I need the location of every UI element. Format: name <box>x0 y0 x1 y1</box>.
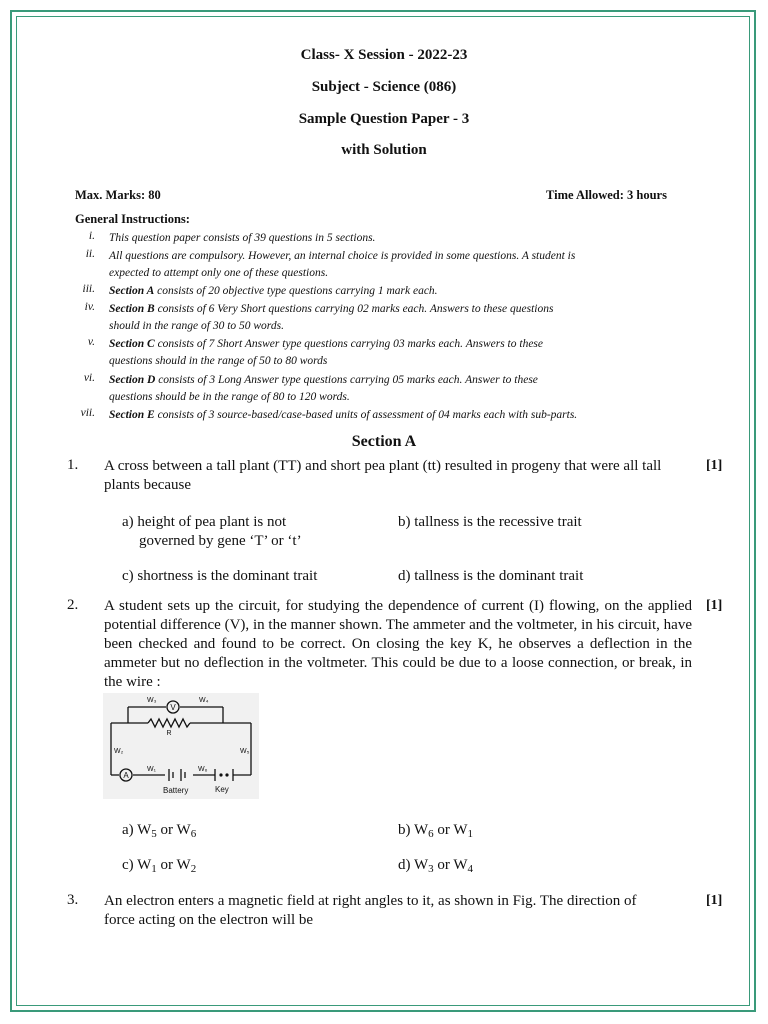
option-b: b) $W_6$ or $W_1$ <box>398 822 474 840</box>
instruction-number: iii. <box>82 283 95 295</box>
wire-label-w6: W₆ <box>198 766 208 773</box>
instruction-text: consists of 6 Very Short questions carrying 02 marks each. Answers to these questions <box>154 303 554 315</box>
max-marks: Max. Marks: 80 <box>75 188 161 202</box>
wire-label-w4: W₄ <box>199 697 209 704</box>
circuit-diagram <box>103 693 259 799</box>
instruction-text: should in the range of 30 to 50 words. <box>109 320 284 332</box>
instruction-section-label: Section B <box>109 303 155 315</box>
instruction-number: vi. <box>83 372 95 384</box>
instruction-item <box>109 283 691 300</box>
option-d: d) $W_3$ or $W_4$ <box>398 857 474 875</box>
instruction-text: This question paper consists of 39 questions in 5 sections. <box>109 232 376 244</box>
question-number: 3. <box>67 892 79 908</box>
instruction-number: i. <box>88 230 95 242</box>
option-b: b) tallness is the recessive trait <box>398 514 582 530</box>
instruction-text: questions should in the range of 50 to 80 words <box>109 355 328 367</box>
question-marks: [1] <box>706 598 723 613</box>
instruction-number: vii. <box>80 407 95 419</box>
instruction-section-label: Section A <box>109 285 155 297</box>
instruction-text: consists of 20 objective type questions carrying 1 mark each. <box>154 285 438 297</box>
instruction-text: expected to attempt only one of these questions. <box>109 267 329 279</box>
paper-subtitle: with Solution <box>341 142 427 158</box>
instructions-title: General Instructions: <box>75 212 190 226</box>
instruction-item <box>109 407 691 424</box>
instruction-item <box>109 336 691 370</box>
question-text: An electron enters a magnetic field at right angles to it, as shown in Fig. The direction of force acting on the electron will be <box>104 893 637 928</box>
instruction-item <box>109 230 691 247</box>
option-a: a) height of pea plant is not <box>122 514 287 530</box>
instruction-item <box>109 301 691 335</box>
option-a-continued: governed by gene ‘T’ or ‘t’ <box>139 533 302 549</box>
question-number: 1. <box>67 457 79 473</box>
key-label: Key <box>215 785 229 794</box>
wire-label-w5: W₅ <box>240 748 250 755</box>
question-text: A cross between a tall plant (TT) and short pea plant (tt) resulted in progeny that were all tall plants because <box>104 458 662 493</box>
instruction-number: iv. <box>84 301 95 313</box>
paper-title: Sample Question Paper - 3 <box>298 111 470 127</box>
option-c: c) shortness is the dominant trait <box>122 568 318 584</box>
instruction-text: All questions are compulsory. However, an internal choice is provided in some questions. A student is <box>109 250 576 262</box>
resistor-label: R <box>166 730 172 737</box>
option-a: a) $W_5$ or $W_6$ <box>122 822 197 840</box>
instruction-text: consists of 7 Short Answer type questions carrying 03 marks each. Answers to these <box>154 338 544 350</box>
instruction-item <box>109 372 691 406</box>
wire-label-w2: W₂ <box>114 748 124 755</box>
instruction-text: consists of 3 source-based/case-based units of assessment of 04 marks each with sub-parts. <box>154 409 578 421</box>
instruction-number: ii. <box>85 248 95 260</box>
wire-label-w3: W₃ <box>147 697 157 704</box>
question-marks: [1] <box>706 893 723 908</box>
question-number: 2. <box>67 597 79 613</box>
wire-label-w1: W₁ <box>147 766 156 773</box>
paper-class-session: Class- X Session - 2022-23 <box>300 47 468 63</box>
question-text: A student sets up the circuit, for studying the dependence of current (I) flowing, on the applied potential difference (V), in the manner shown. The ammeter and the voltmeter, in his circuit, have been checked and found to be correct. On closing the key K, he observes a deflection in the ammeter but no deflection in the voltmeter. This could be due to a loose connection, or break, in the wire : <box>104 598 692 690</box>
instruction-section-label: Section C <box>109 338 155 350</box>
paper-subject: Subject - Science (086) <box>311 79 457 95</box>
option-c: c) $W_1$ or $W_2$ <box>122 857 197 875</box>
voltmeter-label: V <box>170 703 176 712</box>
instruction-text: questions should be in the range of 80 to 120 words. <box>109 391 350 403</box>
instruction-section-label: Section E <box>109 409 155 421</box>
option-d: d) tallness is the dominant trait <box>398 568 584 584</box>
question-marks: [1] <box>706 458 723 473</box>
instruction-section-label: Section D <box>109 374 156 386</box>
ammeter-label: A <box>123 771 129 780</box>
battery-label: Battery <box>163 786 189 795</box>
circuit-svg <box>103 693 259 799</box>
section-heading: Section A <box>351 433 417 450</box>
time-allowed: Time Allowed: 3 hours <box>546 188 667 202</box>
instruction-text: consists of 3 Long Answer type questions carrying 05 marks each. Answer to these <box>155 374 538 386</box>
instruction-item <box>109 248 691 282</box>
instruction-number: v. <box>87 336 95 348</box>
